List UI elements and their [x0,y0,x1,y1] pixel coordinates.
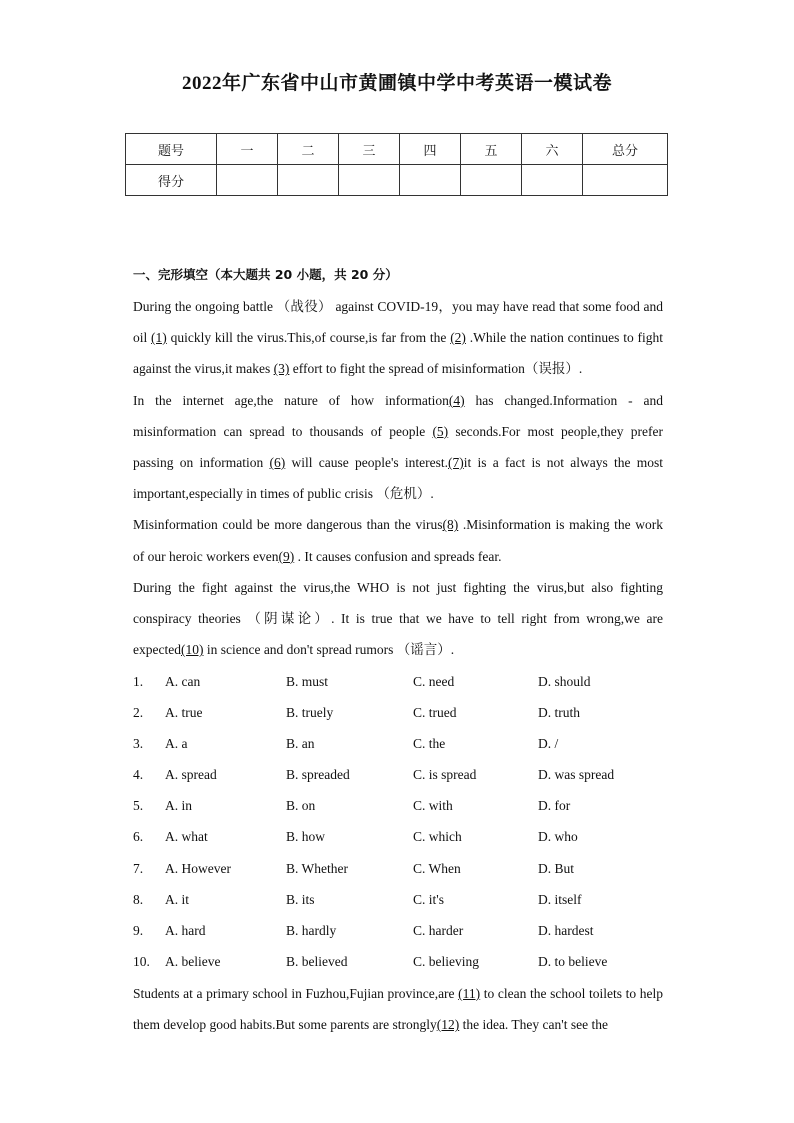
passage-text: will cause people's interest. [285,455,449,471]
question-number: 7. [133,860,144,876]
option-d[interactable]: D. should [538,674,591,689]
blank-9: (9) [278,548,295,564]
option-a[interactable]: A. However [165,860,231,876]
option-c[interactable]: C. harder [413,922,464,938]
passage-text: In the internet age,the nature of how information [133,392,449,408]
score-cell [583,165,668,196]
score-cell [461,165,522,196]
option-d[interactable]: D. / [538,736,559,752]
passage-paragraph [133,385,663,510]
score-cell [278,165,339,196]
passage-text: the idea. They can't see the [459,1017,608,1033]
blank-2: (2) [450,330,466,346]
score-table-header: 四 [400,134,461,165]
option-b[interactable]: B. believed [286,953,348,969]
option-a[interactable]: A. a [165,736,188,752]
option-row [133,884,673,915]
passage-paragraph [133,291,663,385]
cloze-passage-2 [133,978,663,1040]
blank-10: (10) [180,642,204,658]
score-table [125,133,668,196]
option-row [133,821,673,852]
score-row-label: 得分 [126,165,217,196]
option-a[interactable]: A. believe [165,953,221,969]
option-a[interactable]: A. can [165,674,201,689]
options-list [133,666,673,977]
option-a[interactable]: A. true [165,705,203,721]
passage-text: it is a fact is not always the most important,especially in times of public crisis （危机）. [133,455,664,502]
score-table-header-row [126,134,668,165]
option-a[interactable]: A. it [165,891,190,907]
passage-text: During the fight against the virus,the WHO is not just fighting the virus,but also fighting conspiracy theories （阴谋论）. It is true that we have to tell right from wrong,we are expected [133,579,663,658]
option-c[interactable]: C. it's [413,891,444,907]
blank-11: (11) [458,986,481,1001]
blank-6: (6) [269,455,286,471]
option-d[interactable]: D. for [538,798,571,814]
score-table-header: 六 [522,134,583,165]
passage-text: .Misinformation is making the work of our heroic workers even [133,517,664,564]
question-number: 10. [133,953,150,969]
score-table-score-row [126,165,668,196]
score-table-header: 总分 [583,134,668,165]
score-cell [522,165,583,196]
option-b[interactable]: B. its [286,891,315,907]
question-number: 1. [133,674,144,689]
option-c[interactable]: C. trued [413,705,457,721]
passage-text: to clean the school toilets to help them develop good habits.But some parents are strongly [133,986,663,1033]
option-c[interactable]: C. the [413,736,446,752]
option-b[interactable]: B. spreaded [286,767,350,783]
passage-text: effort to fight the spread of misinformation（误报）. [289,361,583,377]
cloze-passage-1 [133,291,663,665]
score-cell [400,165,461,196]
option-d[interactable]: D. itself [538,891,582,907]
option-b[interactable]: B. Whether [286,860,348,876]
score-table-header: 题号 [126,134,217,165]
option-c[interactable]: C. with [413,798,453,814]
passage-paragraph [133,509,663,571]
option-row [133,666,673,697]
option-row [133,697,673,728]
blank-12: (12) [436,1017,460,1033]
score-table-header: 一 [217,134,278,165]
option-b[interactable]: B. how [286,829,326,845]
passage-paragraph [133,978,663,1040]
question-number: 2. [133,705,144,721]
option-d[interactable]: D. to believe [538,953,608,969]
option-c[interactable]: C. When [413,860,461,876]
passage-text: seconds.For most people,they prefer passing on information [133,423,663,471]
score-table-header: 三 [339,134,400,165]
score-table-header: 五 [461,134,522,165]
section-heading: 一、完形填空（本大题共 20 小题，共 20 分） [133,267,398,282]
option-a[interactable]: A. spread [165,767,217,783]
option-row [133,853,673,884]
passage-text: quickly kill the virus.This,of course,is far from the [166,330,451,346]
passage-text: in science and don't spread rumors （谣言）. [203,642,455,658]
option-b[interactable]: B. hardly [286,922,337,938]
option-row [133,915,673,946]
question-number: 3. [133,736,144,752]
passage-text: Misinformation could be more dangerous than the virus [133,517,443,533]
option-a[interactable]: A. hard [165,922,206,938]
question-number: 6. [133,829,144,845]
exam-title: 2022年广东省中山市黄圃镇中学中考英语一模试卷 [181,73,612,94]
option-a[interactable]: A. what [165,829,208,845]
question-number: 4. [133,767,144,783]
option-d[interactable]: D. who [538,829,578,845]
passage-text: has changed.Information - and misinformation can spread to thousands of people [133,392,663,439]
blank-5: (5) [432,423,449,439]
question-number: 5. [133,798,144,814]
option-d[interactable]: D. But [538,860,575,876]
blank-8: (8) [442,517,459,533]
option-d[interactable]: D. truth [538,705,580,721]
passage-text: .While the nation continues to fight against the virus,it makes [133,330,663,377]
score-table-header: 二 [278,134,339,165]
option-c[interactable]: C. which [413,829,462,845]
passage-text: Students at a primary school in Fuzhou,Fujian province,are [133,986,459,1001]
option-row [133,728,673,759]
passage-text: During the ongoing battle （战役） against COVID-19，you may have read that some food and oil [133,299,663,346]
option-c[interactable]: C. is spread [413,767,477,783]
option-c[interactable]: C. believing [413,953,479,969]
score-cell [339,165,400,196]
passage-text: . It causes confusion and spreads fear. [294,548,502,564]
option-b[interactable]: B. on [286,798,316,814]
option-d[interactable]: D. was spread [538,767,615,783]
option-b[interactable]: B. an [286,736,315,752]
blank-3: (3) [273,361,290,377]
option-c[interactable]: C. need [413,674,455,689]
score-cell [217,165,278,196]
blank-7: (7) [448,455,464,471]
option-b[interactable]: B. must [286,674,329,689]
option-d[interactable]: D. hardest [538,922,594,938]
option-row [133,790,673,821]
blank-1: (1) [151,330,167,346]
blank-4: (4) [448,392,465,408]
passage-paragraph [133,572,663,666]
option-row [133,759,673,790]
option-row [133,946,673,977]
option-b[interactable]: B. truely [286,705,334,721]
option-a[interactable]: A. in [165,798,192,814]
question-number: 9. [133,922,144,938]
question-number: 8. [133,891,144,907]
